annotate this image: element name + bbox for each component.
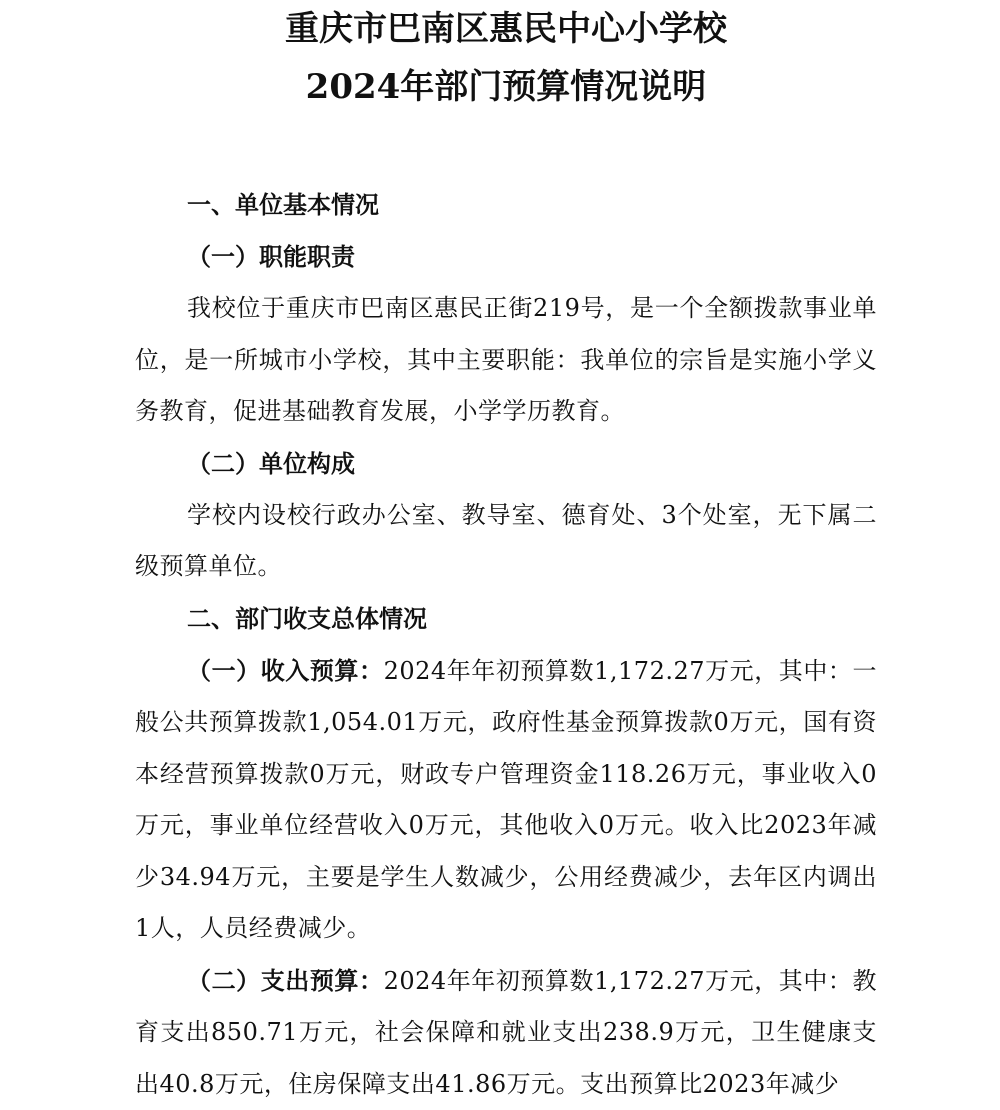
income-paragraph: [135, 645, 877, 955]
sub1-heading-text: （一）职能职责: [187, 242, 355, 271]
section1-sub1-paragraph: 我校位于重庆市巴南区惠民正街219号，是一个全额拨款事业单位，是一所城市小学校，其中主要职能：我单位的宗旨是实施小学义务教育，促进基础教育发展，小学学历教育。: [135, 283, 877, 438]
section2-heading: 二、部门收支总体情况: [135, 593, 877, 645]
expense-text: 2024年年初预算数1,172.27万元，其中：教育支出850.71万元，社会保障和就业支出238.9万元，卫生健康支出40.8万元，住房保障支出41.86万元。支出预算比2023年减少: [135, 967, 877, 1098]
section1-heading: 一、单位基本情况: [135, 179, 877, 231]
document-title-line1: 重庆市巴南区惠民中心小学校: [135, 2, 877, 56]
expense-lead: （二）支出预算：: [187, 966, 384, 995]
section1-sub2-heading: [135, 438, 877, 490]
document-page: [135, 0, 877, 1110]
document-title-line2: 2024年部门预算情况说明: [135, 60, 877, 114]
expense-paragraph: [135, 955, 877, 1110]
title-spacing: [135, 114, 877, 179]
sub2-heading-text: （二）单位构成: [187, 449, 355, 478]
section1-sub1-heading: [135, 231, 877, 283]
income-text: 2024年年初预算数1,172.27万元，其中：一般公共预算拨款1,054.01万元，政府性基金预算拨款0万元，国有资本经营预算拨款0万元，财政专户管理资金118.26万元，事业收入0万元，事业单位经营收入0万元，其他收入0万元。收入比2023年减少34.94万元，主要是学生人数减少，公用经费减少，去年区内调出1人，人员经费减少。: [135, 657, 877, 943]
income-lead: （一）收入预算：: [187, 656, 384, 685]
section1-sub2-paragraph: 学校内设校行政办公室、教导室、德育处、3个处室，无下属二级预算单位。: [135, 490, 877, 593]
